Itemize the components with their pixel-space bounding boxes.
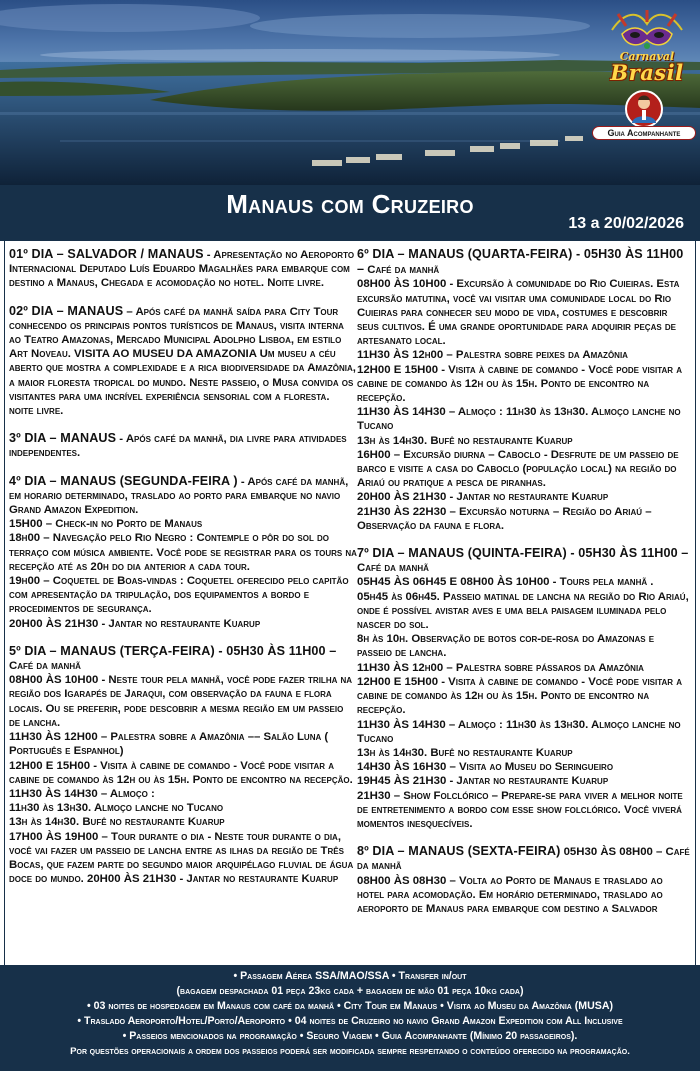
footer-line: (bagagem despachada 01 peça 23kg cada + bagagem de mão 01 peça 10kg cada) [176,985,524,997]
itinerary-box [4,241,696,965]
day-block [9,431,357,460]
day-text: Café da manhã [357,562,429,575]
day-text: 19h00 – Coquetel de Boas-vindas : Coquetel oferecido pelo capitão com apresentação da tripulação, dos equipamentos a bordo e procedimentos de segurança. [9,575,349,616]
day-text: 11H30 ÀS 12h00 – Palestra sobre pássaros da Amazônia [357,661,644,674]
day-text: 12H00 E 15H00 - Visita à cabine de comando - Você pode visitar a cabine de comando às 12h ou às 15h. Ponto de encontro na recepção. [357,675,683,717]
day-heading: 5º DIA – MANAUS (TERÇA-FEIRA) - 05H30 ÀS 11H00 – [9,643,337,658]
inclusions-footer [0,965,700,1071]
day-heading: 02º DIA – MANAUS [9,303,124,318]
tour-guide-icon [592,90,696,128]
day-text: Café da manhã [367,264,440,277]
day-heading: 01º DIA – SALVADOR / MANAUS [9,247,204,261]
day-block [9,247,357,291]
footer-line: • 03 noites de hospedagem em Manaus com café da manhã • City Tour em Manaus • Visita ao Museu da Amazônia (MUSA) [86,1000,614,1012]
day-text: - Após café da manhã, dia livre para atividades independentes. [9,433,347,460]
day-text: 12H00 E 15H00 - Visita à cabine de comando - Você pode visitar a cabine de comando às 12h ou às 15h. Ponto de encontro na recepção. [357,363,683,405]
title-bar [0,185,700,241]
footer-line: Por questões operacionais a ordem dos passeios poderá ser modificada sempre respeitando o conteúdo oferecido na programação. [70,1046,630,1057]
day-text: - Apresentação no Aeroporto Internacional Deputado Luís Eduardo Magalhães para embarque com destino a Manaus, Chegada e acomodação no hotel. Noite livre. [9,249,355,290]
carnaval-brasil-logo [604,8,690,86]
day-text: - Após café da manhã, em horario determinado, traslado ao porto para embarque no navio Grand Amazon Expedition. [9,475,349,517]
day-text: 11H30 ÀS 14H30 – Almoço : 11h30 às 13h30. Almoço lanche no Tucano [357,718,681,745]
day-text: 18h00 – Navegação pelo Rio Negro : Contemple o pôr do sol do terraço com música ambiente. Você pode se registrar para os tours na recepção até as 20h do dia anterior a cada tour. [9,532,357,573]
day-text: 8h às 10h. Observação de botos cor-de-rosa do Amazonas e passeio de lancha. [357,633,655,660]
day-text: 19H45 ÀS 21H30 - Jantar no restaurante Kuarup [357,775,609,788]
trip-dates: 13 a 20/02/2026 [568,215,684,232]
day-text: 08H00 ÀS 08H30 – Volta ao Porto de Manaus e traslado ao hotel para acomodação. Em horário determinado, traslado ao aeroporto de Manaus para embarque com destino a Salvador [357,874,663,915]
hero-photo [0,0,700,185]
day-heading: 7º DIA – MANAUS (QUINTA-FEIRA) - 05H30 ÀS 11H00 – [357,546,689,561]
guide-badge [592,90,696,142]
day-text: 05H30 ÀS 08H00 – Café da manhã [357,846,690,873]
day-block [9,644,357,886]
day-text: 17H00 ÀS 19H00 – Tour durante o dia - Neste tour durante o dia, você vai fazer um passeio de lancha entre as ilhas da região de Três Bocas, que fazem parte do segundo maior arquipélago fluvial de água doce do mundo. 20H00 ÀS 21H30 - Jantar no restaurante Kuarup [9,830,354,886]
day-text: 12H00 E 15H00 - Visita à cabine de comando - Você pode visitar a cabine de comando às 12h ou às 15h. Ponto de encontro na recepção. [9,759,353,786]
day-block [357,844,691,916]
day-heading: 6º DIA – MANAUS (QUARTA-FEIRA) - 05H30 ÀS 11H00 – [357,247,684,277]
day-text: 13h às 14h30. Bufê no restaurante Kuarup [357,434,573,447]
itinerary-left-column [9,247,357,899]
day-text: – Após café da manhã saída para City Tour conhecendo os principais pontos turísticos de Manaus, visita interna ao Teatro Amazonas, Mercado Municipal Adolpho Lisboa, em estilo Art Noveau. VISITA AO MUSEU DA AMAZONIA Um museu a céu aberto que mostra a complexidade e a rica biodiversidade da Amazônia, a maior floresta tropical do mundo. Neste passeio, o Musa convida os visitantes para uma incrível experiência sensorial com a floresta. noite livre. [9,305,356,418]
carnival-mask-icon [604,8,690,54]
day-text: 21H30 – Show Folclórico – Prepare-se para viver a melhor noite de entretenimento a bordo com esse show folclórico. Você viverá momentos inesquecíveis. [357,789,683,830]
day-heading: 4º DIA – MANAUS (SEGUNDA-FEIRA ) [9,473,238,488]
day-text: 05H45 ÀS 06H45 E 08H00 ÀS 10H00 - Tours pela manhã . [357,576,654,589]
day-text: 20H00 ÀS 21H30 - Jantar no restaurante Kuarup [9,617,261,630]
day-text: 11h30 às 13h30. Almoço lanche no Tucano [9,802,224,815]
day-text: 11H30 ÀS 12h00 – Palestra sobre peixes da Amazônia [357,349,628,362]
day-text: Café da manhã [9,660,81,673]
day-text: 05h45 às 06h45. Passeio matinal de lancha na região do Rio Ariaú, onde é possível avistar aves e uma bela paisagem iluminada pelo nascer do sol. [357,590,689,632]
guide-badge-label: Guia Acompanhante [592,126,696,140]
day-block [9,304,357,419]
day-text: 20H00 ÀS 21H30 - Jantar no restaurante Kuarup [357,491,609,504]
day-text: 14H30 ÀS 16H30 – Visita ao Museu do Seringueiro [357,761,614,774]
day-text: 21H30 ÀS 22H30 – Excursão noturna – Região do Ariaú – Observação da fauna e flora. [357,505,652,532]
day-text: 11H30 ÀS 14H30 – Almoço : [9,787,155,800]
day-heading: 3º DIA – MANAUS [9,431,117,446]
day-block [9,474,357,631]
footer-line: • Passeios mencionados na programação • Seguro Viagem • Guia Acompanhante (Mínimo 20 passageiros). [122,1030,578,1042]
day-block [357,247,691,533]
day-text: 15H00 – Check-in no Porto de Manaus [9,518,203,531]
day-text: 13h às 14h30. Bufê no restaurante Kuarup [9,816,225,829]
footer-line: • Passagem Aérea SSA/MAO/SSA • Transfer in/out [233,970,467,982]
page-title: Manaus com Cruzeiro [226,189,474,219]
day-text: 11H30 ÀS 14H30 – Almoço : 11h30 às 13h30. Almoço lanche no Tucano [357,406,681,433]
day-text: 08H00 ÀS 10H00 - Neste tour pela manhã, você pode fazer trilha na região dos Igarapés de Jaraqui, com observação da fauna e flora locais. Ou se preferir, pode descobrir a mesma região em um passeio de lancha. [9,674,353,729]
logo-line-1: Carnaval [619,50,675,63]
itinerary-right-column [357,247,691,929]
logo-line-2: Brasil [610,60,684,85]
day-text: 11H30 ÀS 12H00 – Palestra sobre a Amazônia –– Salão Luna ( Português e Espanhol) [9,731,329,758]
day-heading: 8º DIA – MANAUS (SEXTA-FEIRA) [357,844,561,859]
day-text: 13h às 14h30. Bufê no restaurante Kuarup [357,746,573,759]
day-block [357,546,691,831]
day-text: 08H00 ÀS 10H00 - Excursão à comunidade do Rio Cuieiras. Esta excursão matutina, você vai visitar uma comunidade local do Rio Cuieiras para conhecer seu modo de vida, costumes e descobrir seus cultivos. É uma grande oportunidade para adquirir peças de artesanato local. [357,278,680,348]
footer-line: • Traslado Aeroporto/Hotel/Porto/Aeroporto • 04 noites de Cruzeiro no navio Grand Amazon Expedition com All Inclusive [77,1015,623,1027]
day-text: 16H00 – Excursão diurna – Caboclo - Desfrute de um passeio de barco e visite a casa do Caboclo (população local) na região do Ariaú ou pratique a pesca de piranhas. [357,448,679,490]
